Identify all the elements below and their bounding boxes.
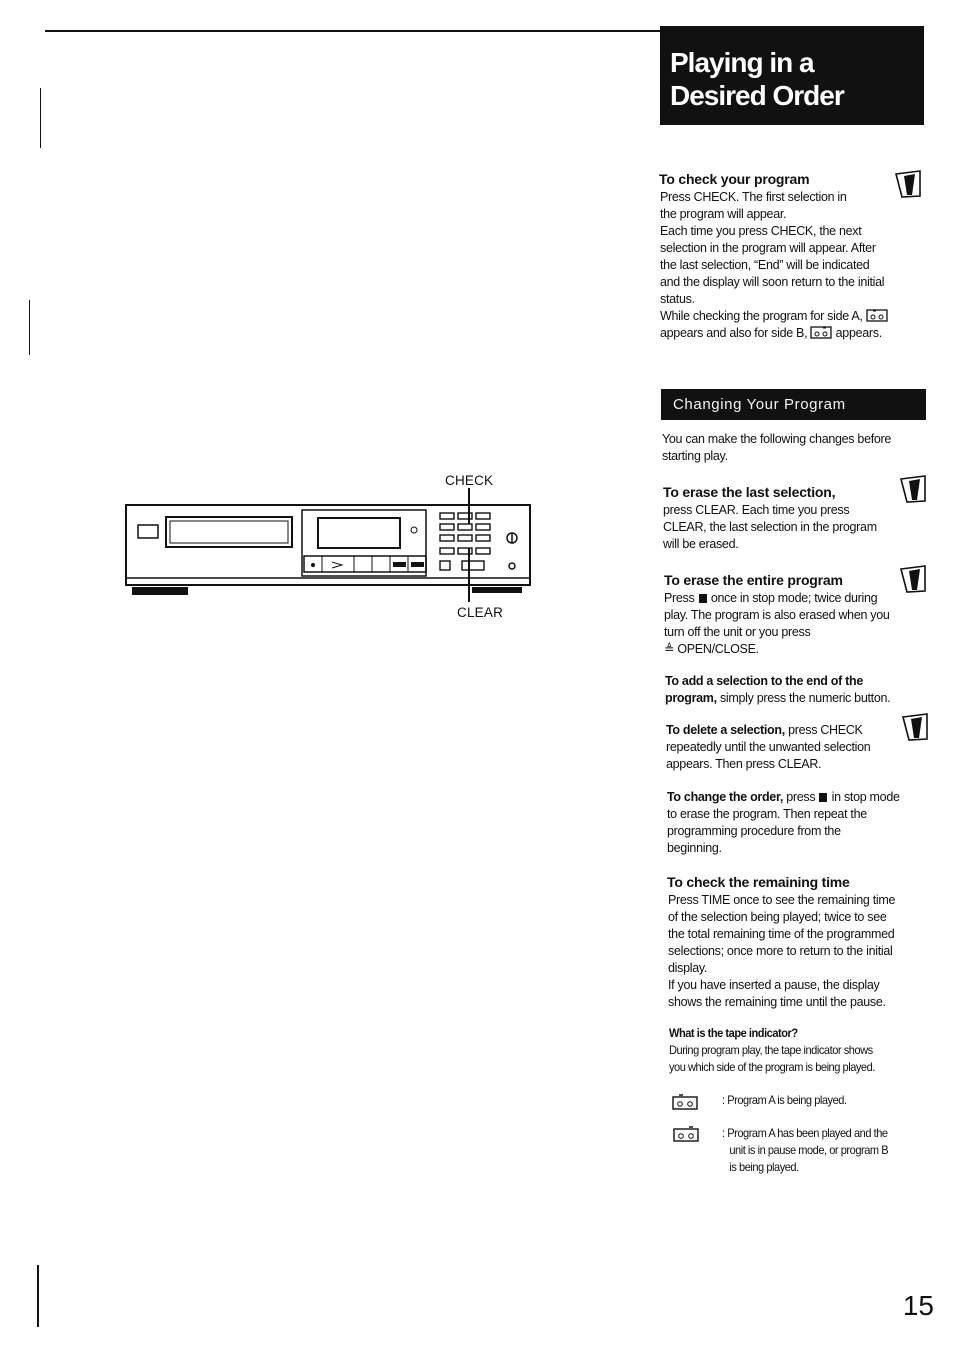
- text-line: appears and also for side B, appears.: [660, 326, 882, 340]
- changing-intro: [662, 431, 930, 465]
- text-line: To add a selection to the end of the: [665, 674, 864, 688]
- tape-side-b-icon: [673, 1126, 699, 1142]
- text-line: play. The program is also erased when you: [664, 608, 890, 622]
- text-line: Each time you press CHECK, the next: [660, 224, 862, 238]
- tape-indicator-heading: What is the tape indicator?: [669, 1026, 798, 1040]
- text-line: programming procedure from the: [667, 824, 841, 838]
- page-title: Playing in a Desired Order: [670, 47, 844, 111]
- erase-entire-body: [664, 590, 929, 658]
- margin-line-2: [29, 300, 30, 355]
- clear-label: CLEAR: [457, 605, 504, 620]
- margin-line-3: [37, 1265, 39, 1327]
- text-line: If you have inserted a pause, the display: [668, 978, 880, 992]
- text-line: starting play.: [662, 449, 728, 463]
- text-line: press CLEAR. Each time you press: [663, 503, 850, 517]
- text-line: will be erased.: [663, 537, 739, 551]
- tape-side-a-icon: [866, 309, 888, 322]
- section-title: Changing Your Program: [673, 396, 846, 413]
- text-line: : Program A has been played and the: [722, 1126, 888, 1140]
- text-line: program, simply press the numeric button.: [665, 691, 891, 705]
- add-selection-body: [665, 673, 930, 707]
- text-line: selection in the program will appear. After: [660, 241, 876, 255]
- text-line: of the selection being played; twice to see: [668, 910, 887, 924]
- tape-item-b: [722, 1125, 934, 1176]
- text-line: shows the remaining time until the pause.: [668, 995, 886, 1009]
- section-bar: [661, 389, 926, 420]
- margin-line-1: [40, 88, 41, 148]
- cd-player-illustration: [120, 488, 540, 608]
- change-order-body: [667, 789, 935, 857]
- text-line: is being played.: [729, 1160, 799, 1174]
- tape-indicator-body: [669, 1042, 931, 1076]
- text-line: unit is in pause mode, or program B: [729, 1143, 889, 1157]
- text-line: repeatedly until the unwanted selection: [666, 740, 871, 754]
- check-program-body: [660, 189, 925, 342]
- text-line: CLEAR, the last selection in the program: [663, 520, 877, 534]
- tape-side-b-icon: [810, 326, 832, 339]
- tape-item-a: [722, 1092, 934, 1109]
- tape-side-a-icon: [672, 1094, 698, 1110]
- title-box: [660, 26, 924, 125]
- remaining-time-heading: To check the remaining time: [667, 874, 850, 890]
- text-line: During program play, the tape indicator shows: [669, 1043, 873, 1057]
- text-line: To delete a selection, press CHECK: [666, 723, 863, 737]
- text-line: to erase the program. Then repeat the: [667, 807, 867, 821]
- stop-icon: [699, 594, 707, 603]
- text-line: Press CHECK. The first selection in: [660, 190, 847, 204]
- stop-icon: [819, 793, 827, 802]
- erase-entire-heading: To erase the entire program: [664, 572, 843, 588]
- text-line: : Program A is being played.: [722, 1093, 847, 1107]
- erase-last-body: [663, 502, 928, 553]
- text-line: While checking the program for side A,: [660, 308, 925, 325]
- text-line: ≜ OPEN/CLOSE.: [664, 642, 759, 656]
- text-line: turn off the unit or you press: [664, 625, 811, 639]
- text-line: the last selection, “End” will be indicated: [660, 258, 870, 272]
- text-line: beginning.: [667, 841, 722, 855]
- text-line: and the display will soon return to the initial: [660, 275, 885, 289]
- text-line: status.: [660, 292, 695, 306]
- text-line: selections; once more to return to the initial: [668, 944, 893, 958]
- text-line: Press TIME once to see the remaining time: [668, 893, 896, 907]
- text-line: display.: [668, 961, 708, 975]
- page-number: 15: [902, 1290, 934, 1321]
- remote-icon: [898, 475, 928, 503]
- text-line: To change the order, press in stop mode: [667, 790, 900, 804]
- check-label: CHECK: [445, 473, 494, 488]
- remaining-time-body: [668, 892, 936, 1011]
- check-program-heading: To check your program: [659, 171, 810, 187]
- text-line: the total remaining time of the programmed: [668, 927, 895, 941]
- delete-selection-body: [666, 722, 931, 773]
- text-line: You can make the following changes before: [662, 432, 892, 446]
- text-line: appears. Then press CLEAR.: [666, 757, 822, 771]
- text-line: the program will appear.: [660, 207, 787, 221]
- remote-icon: [898, 565, 928, 593]
- erase-last-heading: To erase the last selection,: [663, 484, 836, 500]
- text-line: you which side of the program is being played.: [669, 1060, 875, 1074]
- remote-icon: [900, 713, 930, 741]
- text-line: Press once in stop mode; twice during: [664, 591, 878, 605]
